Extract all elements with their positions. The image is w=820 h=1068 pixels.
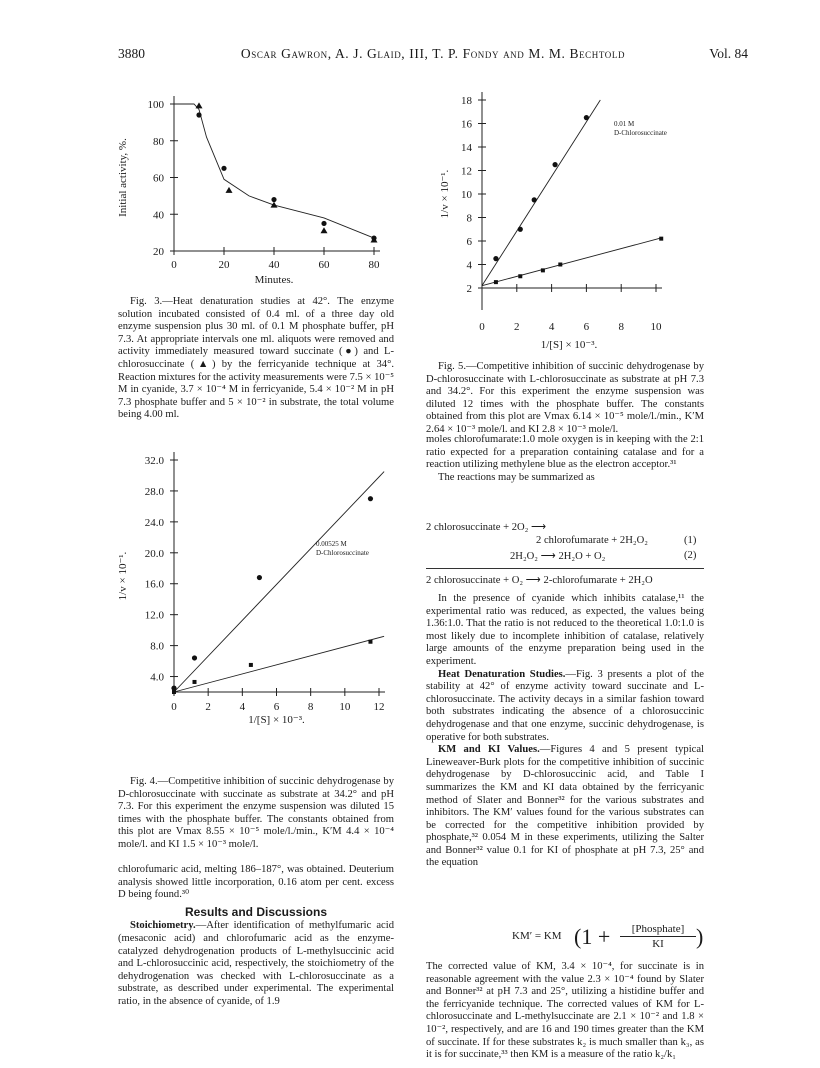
fig5-y-tick-label: 2: [466, 283, 472, 295]
fig3-point: [226, 187, 233, 193]
fig3-y-tick-label: 80: [153, 135, 164, 148]
fig4-point: [193, 680, 197, 684]
fig5-y-tick-label: 6: [466, 236, 472, 248]
corrected-paragraph: The corrected value of KM, 3.4 × 10⁻⁴, for succinate is in reasonable agreement with the value 2.3 × 10⁻⁴ found by Slater and Bonner³² at pH 7.3 and 25°, utilizing a histidine buffer and the ferricyanide technique. The corrected values of KM for L-chlorosuccinate and L-methylsuccinate are 2.1 × 10⁻² and 1.8 × 10⁻², respectively, and are 16 and 190 times greater than the KM of succinate. If for these substrates k₂ is much smaller than k₃, as it is for succinate,³³ then KM is a measure of the ratio k₂/k₁: [426, 961, 704, 1061]
fig3-y-axis-label: Initial activity, %.: [117, 138, 129, 217]
fig5-point: [518, 274, 522, 278]
fig3-point: [221, 166, 226, 171]
fig5-x-tick-label: 8: [618, 321, 624, 333]
fig4-annotation: 0.00525 M: [316, 540, 347, 548]
fig5-x-tick-label: 6: [583, 321, 590, 333]
fig5-y-tick-label: 16: [461, 118, 472, 131]
stoichiometry-paragraph: Stoichiometry.—After identification of methylfumaric acid (mesaconic acid) and chlorofumaric acid as the enzyme-catalyzed dehydrogenation products of L-methylsuccinic acid and L-chlorosuccinic acid, respectively, the stoichiometry of the dehydrogenation was checked with L-chlorosuccinate as a substrate, as described under experimental. The experimental ratio, in the absence of cyanide, of 1.9: [118, 920, 394, 1007]
fig4-y-tick-label: 32.0: [144, 455, 164, 467]
fig5-annotation: 0.01 M: [614, 120, 635, 128]
equation-2: 2H₂O₂ ⟶ 2H₂O + O₂: [510, 551, 606, 562]
fig4-x-tick-label: 4: [239, 701, 246, 713]
fig3-point: [321, 221, 326, 226]
fig4-x-axis-label: 1/[S] × 10⁻³.: [248, 714, 305, 726]
fig5-point: [584, 115, 589, 120]
fig4-point: [192, 655, 197, 660]
fig5-y-tick-label: 4: [466, 259, 472, 272]
km-equation: [512, 920, 712, 954]
page-number: 3880: [118, 46, 145, 61]
km-equation-denominator: KI: [652, 938, 664, 950]
right-body-top: [426, 434, 704, 484]
fig3-point: [321, 227, 328, 233]
fig4-y-tick-label: 24.0: [144, 516, 164, 529]
fig5-x-tick-label: 4: [548, 321, 555, 333]
fig5-y-tick-label: 10: [461, 189, 472, 201]
fig5-fit-line-1: [482, 100, 600, 286]
reactions-intro: The reactions may be summarized as: [438, 471, 595, 483]
melting-paragraph: chlorofumaric acid, melting 186–187°, was obtained. Deuterium analysis showed little incorporation, 0.16 atom per cent. excess D being found.³⁰: [118, 864, 394, 901]
fig3-x-tick-label: 20: [218, 259, 230, 271]
km-equation-left: KM′ = KM: [512, 930, 562, 942]
fig5-annotation: D-Chlorosuccinate: [614, 129, 667, 137]
fig5-y-axis-label: 1/v × 10⁻¹.: [439, 169, 451, 219]
fig3-x-tick-label: 60: [318, 259, 330, 271]
fig4-x-tick-label: 10: [339, 701, 351, 713]
running-header: [118, 46, 748, 66]
fig5-point: [493, 256, 498, 261]
fig4-x-tick-label: 12: [373, 701, 385, 713]
equation-2-number: (2): [684, 550, 697, 561]
right-body-middle: [426, 593, 704, 870]
left-body: [118, 864, 394, 1009]
fig3-y-tick-label: 100: [147, 99, 164, 111]
fig5-y-tick-label: 14: [461, 142, 472, 154]
right-body-bottom: [426, 961, 704, 1062]
fig4-x-tick-label: 0: [171, 701, 177, 713]
fig4-fit-line-2: [174, 636, 384, 692]
fig5-chart: [428, 88, 708, 360]
equation-1-left: 2 chlorosuccinate + 2O₂ ⟶: [426, 522, 547, 533]
fig3-y-tick-label: 40: [153, 209, 164, 222]
equation-rule: [426, 568, 704, 569]
results-heading: Results and Discussions: [184, 904, 328, 919]
fig3-point: [196, 112, 201, 117]
fig4-x-tick-label: 6: [273, 701, 280, 713]
fig4-y-tick-label: 12.0: [144, 609, 164, 622]
fig4-y-tick-label: 4.0: [150, 671, 164, 684]
fig5-point: [659, 237, 663, 241]
fig4-caption: Fig. 4.—Competitive inhibition of succinic dehydrogenase by D-chlorosuccinate with succinate as substrate at 34.2° and pH 7.3. For this experiment the enzyme suspension was diluted 15 times with the phosphate buffer. The constants obtained from this plot are Vmax 8.55 × 10⁻⁵ mole/l./min., K′M 4.4 × 10⁻⁴ mole/l. and KI 1.5 × 10⁻³ mole/l.: [118, 776, 394, 850]
fig5-point: [552, 162, 557, 167]
fig4-x-tick-label: 2: [205, 701, 211, 713]
fig4-y-tick-label: 8.0: [150, 640, 164, 653]
fig5-point: [532, 197, 537, 202]
fig3-chart: [112, 90, 412, 300]
fig3-x-tick-label: 0: [171, 259, 177, 271]
fig4-point: [172, 690, 176, 694]
fig5-point: [494, 280, 498, 284]
fig5-point: [558, 263, 562, 267]
km-equation-fraction: [620, 922, 696, 951]
moles-paragraph: moles chlorofumarate:1.0 mole oxygen is in keeping with the 2:1 ratio expected for a preparation containing catalase and for a reaction utilizing methylene blue as the electron acceptor.³¹: [426, 434, 704, 471]
fig5-point: [518, 227, 523, 232]
fig5-y-tick-label: 12: [461, 165, 472, 178]
fig4-chart: [112, 430, 412, 750]
fig4-annotation: D-Chlorosuccinate: [316, 549, 369, 557]
km-paragraph: KM and KI Values.—Figures 4 and 5 present typical Lineweaver-Burk plots for the competitive inhibition of succinic dehydrogenase by D-chlorosuccinic acid, and Table I summarizes the KM and KI data obtained by the ferricyanic method of Slater and Bonner³² for the various substrates and inhibitors. The KM′ values found for the various substrates can be corrected for the competitive inhibition provided by phosphate,³² 0.054 M in these experiments, utilizing the Salter and Bonner³² value 0.1 for KI of phosphate at pH 7.3, 25° and the equation: [426, 744, 705, 869]
fig5-point: [541, 268, 545, 272]
fig5-caption: Fig. 5.—Competitive inhibition of succinic dehydrogenase by D-chlorosuccinate with L-chlorosuccinate as substrate at pH 7.3 and 34.2°. For this experiment the enzyme suspension was diluted 12 times with the phosphate buffer. The constants obtained from this plot are Vmax 6.14 × 10⁻⁵ mole/l./min., K′M 2.64 × 10⁻³ mole/l. and KI 2.8 × 10⁻³ mole/l.: [426, 361, 704, 435]
fig5-x-tick-label: 2: [514, 321, 520, 333]
cyanide-paragraph: In the presence of cyanide which inhibits catalase,¹¹ the experimental ratio was reduced, as expected, the values being 1.36:1.0. That the ratio is not reduced to the theoretical 1.0:1.0 is most likely due to incomplete inhibition of catalase, relatively large amounts of the enzyme preparation being used in the experiment.: [426, 593, 704, 667]
fig4-point: [171, 686, 176, 691]
fig3-x-tick-label: 40: [268, 259, 280, 271]
fig4-x-tick-label: 8: [307, 701, 314, 713]
km-equation-numerator: [Phosphate]: [620, 922, 696, 937]
fig4-fit-line-1: [174, 472, 384, 692]
fig4-point: [257, 575, 262, 580]
fig5-y-tick-label: 18: [461, 95, 472, 107]
fig5-y-tick-label: 8: [466, 212, 472, 225]
fig4-y-tick-label: 20.0: [144, 547, 164, 560]
fig4-point: [368, 496, 373, 501]
fig3-point: [196, 102, 203, 108]
km-equation-close: ): [696, 924, 704, 949]
equation-sum: 2 chlorosuccinate + O₂ ⟶ 2-chlorofumarate + 2H₂O: [426, 575, 653, 586]
fig4-y-axis-label: 1/v × 10⁻¹.: [117, 551, 129, 601]
fig4-point: [368, 640, 372, 644]
fig3-y-tick-label: 20: [153, 246, 164, 258]
fig3-point: [271, 197, 276, 202]
fig4-point: [249, 663, 253, 667]
km-equation-open: (1 +: [574, 924, 611, 949]
fig3-caption: Fig. 3.—Heat denaturation studies at 42°. The enzyme solution incubated consisted of 0.4 ml. of a three day old enzyme suspension plus 30 ml. of 0.1 M phosphate buffer, pH 7.3. At appropriate intervals one ml. aliquots were removed and activity immediately measured toward succinate (●) and L-chlorosuccinate (▲) by the ferricyanide technique at 34°. Reaction mixtures for the activity measurements were 7.5 × 10⁻⁵ M in cyanide, 3.7 × 10⁻⁴ M in ferricyanide, 5.4 × 10⁻² M in pH 7.3 phosphate buffer and 5 × 10⁻² in substrate, the total volume being 4.00 ml.: [118, 296, 394, 421]
equation-1-right: 2 chlorofumarate + 2H₂O₂: [536, 535, 648, 546]
fig3-x-axis-label: Minutes.: [254, 274, 294, 286]
heat-paragraph: Heat Denaturation Studies.—Fig. 3 presents a plot of the stability at 42° of enzyme activity toward succinate and L-chlorosuccinate. The activity decays in a similar fashion toward both substrates indicating the absence of a chlorosuccinic dehydrogenase and that one enzyme, succinic dehydrogenase, is operative for both substrates.: [426, 668, 704, 743]
equation-1-number: (1): [684, 535, 697, 546]
fig4-y-tick-label: 28.0: [144, 485, 164, 498]
fig3-y-tick-label: 60: [153, 172, 164, 185]
fig5-x-tick-label: 0: [479, 321, 485, 333]
fig3-x-tick-label: 80: [368, 259, 380, 271]
fig5-x-axis-label: 1/[S] × 10⁻³.: [540, 339, 598, 351]
fig5-x-tick-label: 10: [650, 321, 662, 333]
fig4-y-tick-label: 16.0: [144, 578, 164, 591]
volume-label: Vol. 84: [709, 46, 748, 61]
running-authors: Oscar Gawron, A. J. Glaid, III, T. P. Fondy and M. M. Bechtold: [240, 46, 626, 61]
fig5-fit-line-2: [482, 237, 663, 285]
fig3-decay-curve: [174, 104, 374, 238]
